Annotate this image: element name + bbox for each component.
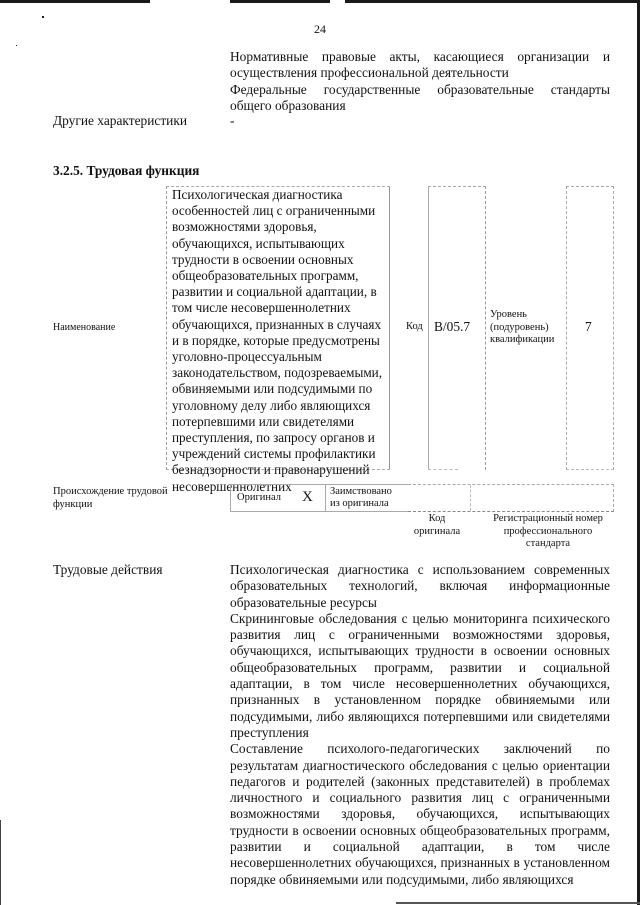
labor-action-item: Составление психолого-педагогических заключений по результатам диагностического обследования с целью ориентации педагогов и родителей (законных представителей) в проблемах личностного и социального развития лиц с ограниченными возможностями здоровья, обучающихся, испытывающих трудности в освоении основных общеобразовательных программ, развитии и социальной адаптации, в том числе несовершеннолетних обучающихся, признанных в установленном порядке обвиняемыми или подсудимыми, либо являющихся xyxy=(230,741,610,887)
page-bottom-edge xyxy=(396,902,640,904)
other-characteristics-value: - xyxy=(230,113,235,128)
row-bottom-border xyxy=(566,469,614,470)
name-line: преступления, по запросу органов и xyxy=(172,430,375,446)
level-label-line: Уровень xyxy=(490,309,527,320)
regulatory-acts-block xyxy=(230,49,610,114)
page-number: 24 xyxy=(314,22,326,36)
name-line: обучающихся, признанных в случаях xyxy=(172,316,382,332)
origin-label-line: Происхождение трудовой xyxy=(53,486,168,497)
origin-label xyxy=(53,486,168,511)
qualification-level-label xyxy=(490,309,554,347)
name-line: обвиняемыми или подсудимыми по xyxy=(172,381,373,397)
labor-action-item: Психологическая диагностика с использованием современных образовательных технологий, включая информационные образовательные ресурсы xyxy=(230,562,610,610)
name-line: безнадзорности и правонарушений xyxy=(172,462,370,478)
other-characteristics-label: Другие характеристики xyxy=(53,113,188,128)
name-line: Психологическая диагностика xyxy=(172,187,343,202)
name-line: трудности в освоении основных xyxy=(172,251,354,267)
cell-divider xyxy=(470,485,471,511)
labor-action-item: Скрининговые обследования с целью мониторинга психического развития лиц с ограниченными возможностями здоровья, обучающихся, испытывающих трудности в освоении основных общеобразовательных программ, развитии и социальной адаптации, в том числе несовершеннолетних обучающихся, признанных в установленном порядке обвиняемыми или подсудимыми, либо являющихся потерпевшими или свидетелями преступления xyxy=(230,610,610,740)
row-bottom-border xyxy=(428,469,458,470)
caption-line: стандарта xyxy=(525,538,571,549)
name-line: учреждений системы профилактики xyxy=(172,446,376,462)
origin-choice-box xyxy=(230,484,408,512)
original-label: Оригинал xyxy=(237,492,281,503)
borrowed-label[interactable] xyxy=(330,486,392,512)
page-top-edge xyxy=(0,0,640,3)
borrowed-label-line: Заимствовано xyxy=(330,486,392,497)
caption-line: профессионального xyxy=(503,525,593,537)
caption-original-code xyxy=(404,513,470,538)
name-line: том числе несовершеннолетних xyxy=(172,300,351,316)
edge-gap xyxy=(330,0,345,3)
caption-reg-number xyxy=(478,513,618,551)
borrowed-label-line: из оригинала xyxy=(330,498,389,509)
origin-label-line: функции xyxy=(53,498,93,510)
name-line: общеобразовательных программ, xyxy=(172,268,359,284)
original-mark[interactable]: X xyxy=(302,489,313,505)
qualification-level-value: 7 xyxy=(585,319,592,334)
level-label-line: квалификации xyxy=(490,334,555,345)
caption-line: оригинала xyxy=(413,525,461,537)
name-line: уголовному делу либо являющихся xyxy=(172,397,371,413)
labor-actions-list xyxy=(230,562,610,888)
name-line: обучающихся, испытывающих xyxy=(172,235,345,251)
cell-divider xyxy=(325,485,326,511)
code-value: B/05.7 xyxy=(434,319,471,334)
labor-actions-label: Трудовые действия xyxy=(53,562,163,577)
regulatory-line: Нормативные правовые акты, касающиеся организации и осуществления профессиональной деятельности xyxy=(230,49,610,81)
regulatory-line: Федеральные государственные образовательные стандарты общего образования xyxy=(230,81,610,113)
name-label: Наименование xyxy=(53,322,116,333)
scan-speck xyxy=(42,16,44,18)
scan-speck xyxy=(16,45,17,46)
name-line: развитии и социальной адаптации, в xyxy=(172,284,377,300)
name-line: возможностями здоровья, xyxy=(172,219,317,235)
name-line: и в порядке, которые предусмотрены xyxy=(172,332,380,348)
name-line: несовершеннолетних xyxy=(172,478,292,494)
caption-line: Код xyxy=(428,513,446,524)
name-line: законодательством, подозреваемыми, xyxy=(172,365,383,381)
page-left-edge xyxy=(0,820,1,905)
edge-gap xyxy=(150,0,230,3)
name-line: особенностей лиц с ограниченными xyxy=(172,203,376,219)
caption-line: Регистрационный номер xyxy=(493,513,603,524)
name-line: потерпевшими или свидетелями xyxy=(172,413,355,429)
origin-code-reg-box xyxy=(408,484,614,512)
level-label-line: (подуровень) xyxy=(490,321,549,333)
section-title: 3.2.5. Трудовая функция xyxy=(53,163,200,178)
code-label: Код xyxy=(406,321,423,332)
name-line: уголовно-процессуальным xyxy=(172,349,322,365)
